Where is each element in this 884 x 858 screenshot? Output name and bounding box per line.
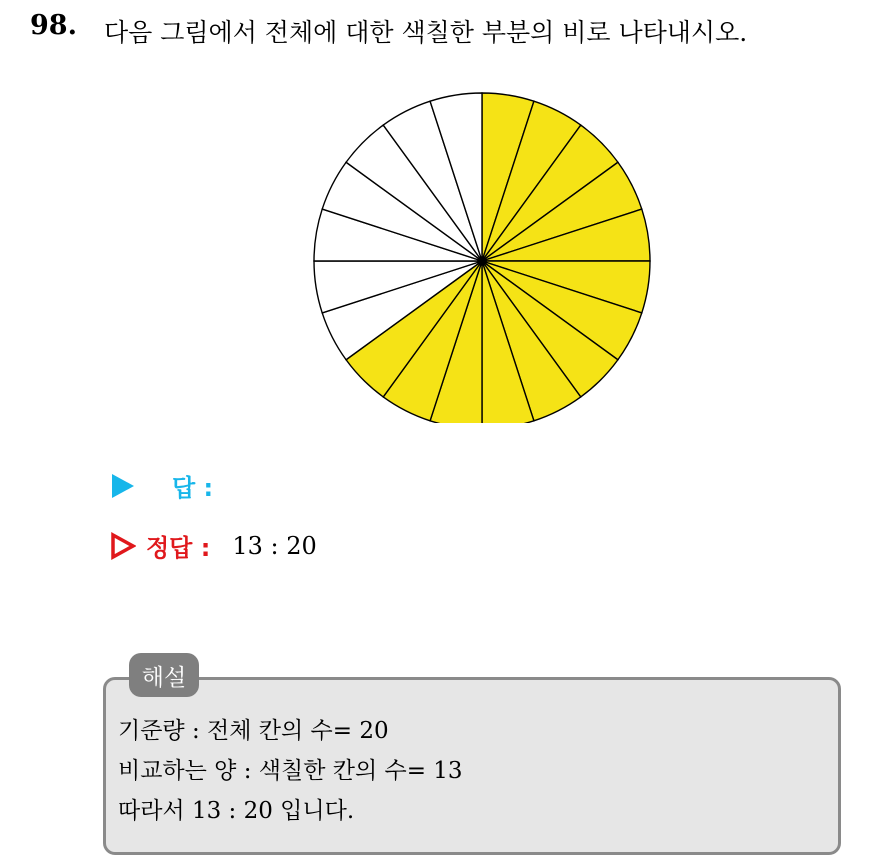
answer-label: 답 : [172, 474, 214, 502]
explanation-tab: 해설 [129, 653, 199, 697]
answer-row [110, 468, 213, 503]
correct-answer-row [110, 528, 317, 563]
explanation-line-1: 기준량 : 전체 칸의 수= 20 [118, 718, 389, 744]
correct-answer-label: 정답 : [146, 534, 211, 562]
explanation-line-3: 따라서 13 : 20 입니다. [118, 798, 355, 824]
explanation-line-2: 비교하는 양 : 색칠한 칸의 수= 13 [118, 758, 463, 784]
play-triangle-outline-icon [110, 531, 136, 561]
play-triangle-filled-icon [110, 471, 136, 501]
correct-answer-value: 13 : 20 [232, 531, 317, 560]
pie-chart [310, 79, 654, 423]
question-number: 98. [30, 10, 77, 41]
pie-center-dot [478, 257, 486, 265]
question-text: 다음 그림에서 전체에 대한 색칠한 부분의 비로 나타내시오. [104, 18, 748, 47]
